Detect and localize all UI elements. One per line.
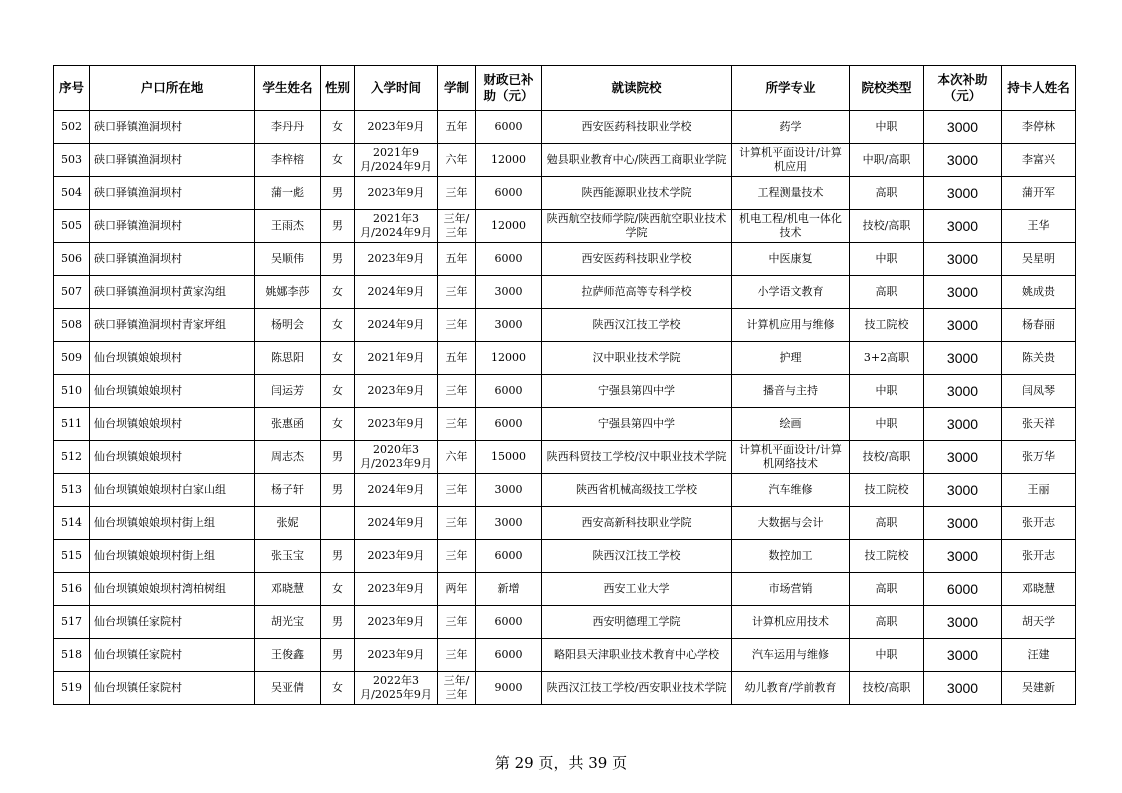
cell-duration: 三年 xyxy=(438,639,476,672)
cell-student-name: 吴顺伟 xyxy=(255,243,321,276)
cell-holder: 蒲开军 xyxy=(1002,177,1076,210)
cell-paid: 6000 xyxy=(476,606,542,639)
cell-location: 仙台坝镇娘娘坝村 xyxy=(90,342,255,375)
cell-holder: 邓晓慧 xyxy=(1002,573,1076,606)
header-enroll-date: 入学时间 xyxy=(355,66,438,111)
cell-school-type: 高职 xyxy=(850,276,924,309)
cell-school: 陕西汉江技工学校 xyxy=(542,309,732,342)
cell-paid: 3000 xyxy=(476,474,542,507)
cell-amount: 3000 xyxy=(924,309,1002,342)
cell-holder: 王华 xyxy=(1002,210,1076,243)
cell-paid: 12000 xyxy=(476,144,542,177)
cell-paid: 6000 xyxy=(476,540,542,573)
cell-holder: 杨春丽 xyxy=(1002,309,1076,342)
cell-duration: 三年 xyxy=(438,309,476,342)
cell-duration: 三年 xyxy=(438,507,476,540)
cell-school: 西安医药科技职业学校 xyxy=(542,111,732,144)
cell-no: 504 xyxy=(54,177,90,210)
cell-school-type: 中职/高职 xyxy=(850,144,924,177)
cell-sex: 男 xyxy=(321,243,355,276)
cell-location: 硖口驿镇渔洞坝村 xyxy=(90,177,255,210)
cell-school-type: 技工院校 xyxy=(850,309,924,342)
cell-major: 计算机应用技术 xyxy=(732,606,850,639)
cell-enroll-date: 2021年3月/2024年9月 xyxy=(355,210,438,243)
cell-student-name: 王俊鑫 xyxy=(255,639,321,672)
table-row xyxy=(54,210,1076,243)
cell-student-name: 杨明会 xyxy=(255,309,321,342)
cell-amount: 3000 xyxy=(924,474,1002,507)
cell-holder: 李停林 xyxy=(1002,111,1076,144)
cell-holder: 陈关贵 xyxy=(1002,342,1076,375)
cell-major: 数控加工 xyxy=(732,540,850,573)
cell-paid: 6000 xyxy=(476,408,542,441)
cell-no: 515 xyxy=(54,540,90,573)
cell-no: 511 xyxy=(54,408,90,441)
cell-no: 513 xyxy=(54,474,90,507)
cell-major: 小学语文教育 xyxy=(732,276,850,309)
cell-amount: 3000 xyxy=(924,606,1002,639)
cell-enroll-date: 2022年3月/2025年9月 xyxy=(355,672,438,705)
cell-school: 西安高新科技职业学院 xyxy=(542,507,732,540)
cell-sex: 女 xyxy=(321,144,355,177)
cell-no: 518 xyxy=(54,639,90,672)
cell-paid: 6000 xyxy=(476,243,542,276)
cell-school: 陕西航空技师学院/陕西航空职业技术学院 xyxy=(542,210,732,243)
cell-no: 510 xyxy=(54,375,90,408)
cell-amount: 3000 xyxy=(924,342,1002,375)
cell-amount: 3000 xyxy=(924,672,1002,705)
cell-school: 宁强县第四中学 xyxy=(542,375,732,408)
header-school: 就读院校 xyxy=(542,66,732,111)
header-location: 户口所在地 xyxy=(90,66,255,111)
cell-major: 计算机应用与维修 xyxy=(732,309,850,342)
cell-major: 汽车维修 xyxy=(732,474,850,507)
cell-paid: 6000 xyxy=(476,639,542,672)
cell-no: 505 xyxy=(54,210,90,243)
cell-duration: 五年 xyxy=(438,111,476,144)
cell-major: 计算机平面设计/计算机应用 xyxy=(732,144,850,177)
table-row xyxy=(54,408,1076,441)
table-row xyxy=(54,243,1076,276)
cell-duration: 六年 xyxy=(438,441,476,474)
cell-holder: 胡天学 xyxy=(1002,606,1076,639)
header-student-name: 学生姓名 xyxy=(255,66,321,111)
cell-no: 514 xyxy=(54,507,90,540)
cell-location: 仙台坝镇娘娘坝村街上组 xyxy=(90,540,255,573)
table-row xyxy=(54,309,1076,342)
cell-school: 陕西省机械高级技工学校 xyxy=(542,474,732,507)
cell-sex: 女 xyxy=(321,573,355,606)
table-row xyxy=(54,177,1076,210)
cell-duration: 三年 xyxy=(438,606,476,639)
cell-student-name: 姚娜李莎 xyxy=(255,276,321,309)
cell-sex: 男 xyxy=(321,606,355,639)
cell-major: 播音与主持 xyxy=(732,375,850,408)
cell-school: 西安医药科技职业学校 xyxy=(542,243,732,276)
cell-duration: 三年/三年 xyxy=(438,210,476,243)
cell-amount: 6000 xyxy=(924,573,1002,606)
cell-no: 519 xyxy=(54,672,90,705)
cell-enroll-date: 2023年9月 xyxy=(355,177,438,210)
cell-school-type: 技校/高职 xyxy=(850,672,924,705)
cell-amount: 3000 xyxy=(924,144,1002,177)
cell-school: 西安明德理工学院 xyxy=(542,606,732,639)
table-row xyxy=(54,375,1076,408)
cell-school-type: 技工院校 xyxy=(850,540,924,573)
cell-holder: 王丽 xyxy=(1002,474,1076,507)
cell-amount: 3000 xyxy=(924,210,1002,243)
cell-major: 幼儿教育/学前教育 xyxy=(732,672,850,705)
cell-amount: 3000 xyxy=(924,507,1002,540)
cell-location: 硖口驿镇渔洞坝村青家坪组 xyxy=(90,309,255,342)
cell-location: 硖口驿镇渔洞坝村 xyxy=(90,144,255,177)
cell-enroll-date: 2023年9月 xyxy=(355,540,438,573)
cell-duration: 三年 xyxy=(438,408,476,441)
table-row xyxy=(54,606,1076,639)
cell-school-type: 高职 xyxy=(850,573,924,606)
header-major: 所学专业 xyxy=(732,66,850,111)
cell-holder: 吴建新 xyxy=(1002,672,1076,705)
cell-sex: 女 xyxy=(321,375,355,408)
cell-student-name: 王雨杰 xyxy=(255,210,321,243)
cell-duration: 三年 xyxy=(438,276,476,309)
cell-no: 507 xyxy=(54,276,90,309)
cell-sex: 男 xyxy=(321,177,355,210)
cell-location: 仙台坝镇娘娘坝村 xyxy=(90,441,255,474)
cell-paid: 3000 xyxy=(476,507,542,540)
cell-sex: 男 xyxy=(321,474,355,507)
header-row xyxy=(54,66,1076,111)
header-holder: 持卡人姓名 xyxy=(1002,66,1076,111)
cell-location: 仙台坝镇任家院村 xyxy=(90,606,255,639)
cell-school-type: 中职 xyxy=(850,375,924,408)
cell-student-name: 邓晓慧 xyxy=(255,573,321,606)
cell-enroll-date: 2023年9月 xyxy=(355,111,438,144)
cell-school-type: 技校/高职 xyxy=(850,210,924,243)
cell-student-name: 杨子轩 xyxy=(255,474,321,507)
cell-location: 仙台坝镇娘娘坝村街上组 xyxy=(90,507,255,540)
cell-major: 市场营销 xyxy=(732,573,850,606)
cell-major: 机电工程/机电一体化技术 xyxy=(732,210,850,243)
cell-school-type: 高职 xyxy=(850,507,924,540)
table-body xyxy=(54,111,1076,705)
cell-no: 503 xyxy=(54,144,90,177)
cell-school-type: 高职 xyxy=(850,177,924,210)
header-sex: 性别 xyxy=(321,66,355,111)
cell-student-name: 闫运芳 xyxy=(255,375,321,408)
header-amount: 本次补助（元） xyxy=(924,66,1002,111)
cell-duration: 五年 xyxy=(438,342,476,375)
cell-location: 硖口驿镇渔洞坝村 xyxy=(90,243,255,276)
cell-paid: 9000 xyxy=(476,672,542,705)
cell-amount: 3000 xyxy=(924,540,1002,573)
cell-student-name: 张惠函 xyxy=(255,408,321,441)
cell-sex: 女 xyxy=(321,672,355,705)
cell-paid: 6000 xyxy=(476,111,542,144)
cell-school: 略阳县天津职业技术教育中心学校 xyxy=(542,639,732,672)
cell-duration: 三年/三年 xyxy=(438,672,476,705)
cell-no: 512 xyxy=(54,441,90,474)
cell-no: 506 xyxy=(54,243,90,276)
table-row xyxy=(54,111,1076,144)
cell-sex: 男 xyxy=(321,639,355,672)
cell-paid: 新增 xyxy=(476,573,542,606)
cell-duration: 五年 xyxy=(438,243,476,276)
cell-student-name: 蒲一彪 xyxy=(255,177,321,210)
cell-location: 仙台坝镇任家院村 xyxy=(90,639,255,672)
cell-major: 汽车运用与维修 xyxy=(732,639,850,672)
table-row xyxy=(54,540,1076,573)
cell-school-type: 中职 xyxy=(850,243,924,276)
cell-school-type: 3+2高职 xyxy=(850,342,924,375)
cell-school: 陕西能源职业技术学院 xyxy=(542,177,732,210)
cell-sex xyxy=(321,507,355,540)
cell-sex: 男 xyxy=(321,540,355,573)
cell-no: 517 xyxy=(54,606,90,639)
cell-location: 硖口驿镇渔洞坝村黄家沟组 xyxy=(90,276,255,309)
cell-location: 仙台坝镇娘娘坝村 xyxy=(90,375,255,408)
cell-holder: 闫凤琴 xyxy=(1002,375,1076,408)
cell-enroll-date: 2024年9月 xyxy=(355,474,438,507)
cell-enroll-date: 2024年9月 xyxy=(355,276,438,309)
cell-location: 仙台坝镇娘娘坝村湾柏树组 xyxy=(90,573,255,606)
cell-holder: 张开志 xyxy=(1002,540,1076,573)
cell-amount: 3000 xyxy=(924,441,1002,474)
cell-sex: 女 xyxy=(321,111,355,144)
cell-no: 516 xyxy=(54,573,90,606)
cell-student-name: 胡光宝 xyxy=(255,606,321,639)
cell-enroll-date: 2023年9月 xyxy=(355,243,438,276)
cell-school-type: 技校/高职 xyxy=(850,441,924,474)
cell-student-name: 张妮 xyxy=(255,507,321,540)
cell-holder: 张开志 xyxy=(1002,507,1076,540)
page-footer: 第 29 页，共 39 页 xyxy=(494,754,628,772)
subsidy-table xyxy=(53,65,1076,705)
cell-enroll-date: 2023年9月 xyxy=(355,408,438,441)
cell-no: 502 xyxy=(54,111,90,144)
cell-school-type: 技工院校 xyxy=(850,474,924,507)
cell-enroll-date: 2024年9月 xyxy=(355,507,438,540)
table-row xyxy=(54,639,1076,672)
cell-major: 护理 xyxy=(732,342,850,375)
cell-enroll-date: 2023年9月 xyxy=(355,639,438,672)
cell-duration: 三年 xyxy=(438,177,476,210)
cell-location: 硖口驿镇渔洞坝村 xyxy=(90,111,255,144)
cell-school: 宁强县第四中学 xyxy=(542,408,732,441)
cell-enroll-date: 2021年9月/2024年9月 xyxy=(355,144,438,177)
cell-holder: 汪建 xyxy=(1002,639,1076,672)
table-row xyxy=(54,342,1076,375)
cell-major: 工程测量技术 xyxy=(732,177,850,210)
cell-enroll-date: 2023年9月 xyxy=(355,606,438,639)
cell-holder: 张万华 xyxy=(1002,441,1076,474)
cell-sex: 女 xyxy=(321,309,355,342)
cell-major: 药学 xyxy=(732,111,850,144)
cell-enroll-date: 2023年9月 xyxy=(355,375,438,408)
cell-enroll-date: 2020年3月/2023年9月 xyxy=(355,441,438,474)
cell-school-type: 中职 xyxy=(850,639,924,672)
cell-student-name: 吴亚倩 xyxy=(255,672,321,705)
cell-duration: 三年 xyxy=(438,540,476,573)
cell-duration: 六年 xyxy=(438,144,476,177)
cell-school: 西安工业大学 xyxy=(542,573,732,606)
cell-no: 508 xyxy=(54,309,90,342)
header-paid: 财政已补助（元） xyxy=(476,66,542,111)
cell-paid: 12000 xyxy=(476,210,542,243)
cell-student-name: 陈思阳 xyxy=(255,342,321,375)
cell-amount: 3000 xyxy=(924,243,1002,276)
cell-location: 仙台坝镇任家院村 xyxy=(90,672,255,705)
cell-duration: 两年 xyxy=(438,573,476,606)
cell-student-name: 李丹丹 xyxy=(255,111,321,144)
cell-holder: 姚成贵 xyxy=(1002,276,1076,309)
cell-school: 汉中职业技术学院 xyxy=(542,342,732,375)
cell-paid: 3000 xyxy=(476,276,542,309)
cell-paid: 3000 xyxy=(476,309,542,342)
cell-school: 陕西汉江技工学校 xyxy=(542,540,732,573)
cell-amount: 3000 xyxy=(924,639,1002,672)
cell-sex: 女 xyxy=(321,342,355,375)
cell-amount: 3000 xyxy=(924,276,1002,309)
header-duration: 学制 xyxy=(438,66,476,111)
cell-location: 仙台坝镇娘娘坝村 xyxy=(90,408,255,441)
cell-school: 勉县职业教育中心/陕西工商职业学院 xyxy=(542,144,732,177)
cell-paid: 6000 xyxy=(476,177,542,210)
cell-student-name: 张玉宝 xyxy=(255,540,321,573)
cell-school-type: 中职 xyxy=(850,111,924,144)
cell-school: 拉萨师范高等专科学校 xyxy=(542,276,732,309)
cell-holder: 吴星明 xyxy=(1002,243,1076,276)
cell-holder: 李富兴 xyxy=(1002,144,1076,177)
cell-duration: 三年 xyxy=(438,375,476,408)
cell-no: 509 xyxy=(54,342,90,375)
table-row xyxy=(54,507,1076,540)
cell-student-name: 李梓榕 xyxy=(255,144,321,177)
cell-school: 陕西科贸技工学校/汉中职业技术学院 xyxy=(542,441,732,474)
header-school-type: 院校类型 xyxy=(850,66,924,111)
cell-school-type: 中职 xyxy=(850,408,924,441)
cell-major: 计算机平面设计/计算机网络技术 xyxy=(732,441,850,474)
table-row xyxy=(54,276,1076,309)
cell-major: 大数据与会计 xyxy=(732,507,850,540)
cell-amount: 3000 xyxy=(924,408,1002,441)
cell-duration: 三年 xyxy=(438,474,476,507)
cell-location: 仙台坝镇娘娘坝村白家山组 xyxy=(90,474,255,507)
cell-location: 硖口驿镇渔洞坝村 xyxy=(90,210,255,243)
table-row xyxy=(54,474,1076,507)
cell-major: 绘画 xyxy=(732,408,850,441)
cell-paid: 6000 xyxy=(476,375,542,408)
header-no: 序号 xyxy=(54,66,90,111)
cell-amount: 3000 xyxy=(924,111,1002,144)
table-row xyxy=(54,144,1076,177)
cell-amount: 3000 xyxy=(924,375,1002,408)
cell-enroll-date: 2023年9月 xyxy=(355,573,438,606)
table-row xyxy=(54,672,1076,705)
cell-school-type: 高职 xyxy=(850,606,924,639)
cell-school: 陕西汉江技工学校/西安职业技术学院 xyxy=(542,672,732,705)
cell-sex: 女 xyxy=(321,408,355,441)
cell-student-name: 周志杰 xyxy=(255,441,321,474)
cell-amount: 3000 xyxy=(924,177,1002,210)
cell-enroll-date: 2024年9月 xyxy=(355,309,438,342)
cell-sex: 男 xyxy=(321,210,355,243)
cell-paid: 12000 xyxy=(476,342,542,375)
table-row xyxy=(54,441,1076,474)
table-row xyxy=(54,573,1076,606)
cell-enroll-date: 2021年9月 xyxy=(355,342,438,375)
cell-paid: 15000 xyxy=(476,441,542,474)
cell-sex: 男 xyxy=(321,441,355,474)
cell-holder: 张天祥 xyxy=(1002,408,1076,441)
cell-sex: 女 xyxy=(321,276,355,309)
cell-major: 中医康复 xyxy=(732,243,850,276)
